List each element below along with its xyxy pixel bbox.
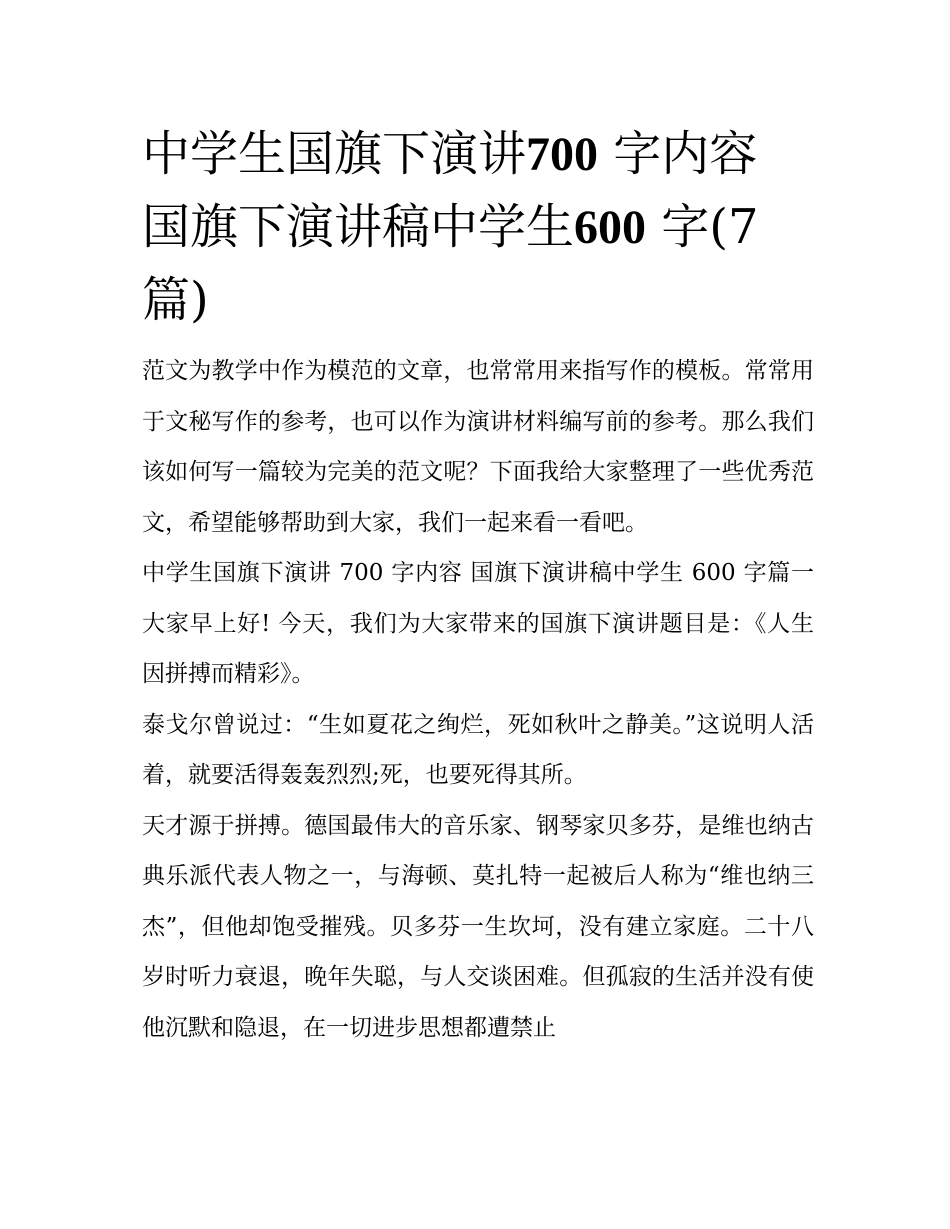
- document-title: [142, 118, 814, 336]
- beethoven-paragraph: 天才源于拼搏。德国最伟大的音乐家、钢琴家贝多芬，是维也纳古典乐派代表人物之一，与海顿、莫扎特一起被后人称为“维也纳三杰”，但他却饱受摧残。贝多芬一生坎坷，没有建立家庭。二十八岁时听力衰退，晚年失聪，与人交谈困难。但孤寂的生活并没有使他沉默和隐退，在一切进步思想都遭禁止: [142, 812, 814, 1041]
- intro-paragraph: 范文为教学中作为模范的文章，也常常用来指写作的模板。常常用于文秘写作的参考，也可以作为演讲材料编写前的参考。那么我们该如何写一篇较为完美的范文呢？下面我给大家整理了一些优秀范文，希望能够帮助到大家，我们一起来看一看吧。: [142, 358, 814, 536]
- title-line: 国旗下演讲稿中学生600 字(7: [142, 199, 759, 255]
- document-body: [142, 118, 814, 1053]
- speech-heading-paragraph: 中学生国旗下演讲 700 字内容 国旗下演讲稿中学生 600 字篇一 大家早上好! 今天，我们为大家带来的国旗下演讲题目是：《人生因拼搏而精彩》。: [142, 560, 814, 687]
- title-line: 篇): [142, 272, 209, 328]
- title-line: 中学生国旗下演讲700 字内容: [142, 126, 758, 182]
- quote-paragraph: 泰戈尔曾说过：“生如夏花之绚烂，死如秋叶之静美。”这说明人活着，就要活得轰轰烈烈;死，也要死得其所。: [142, 711, 814, 788]
